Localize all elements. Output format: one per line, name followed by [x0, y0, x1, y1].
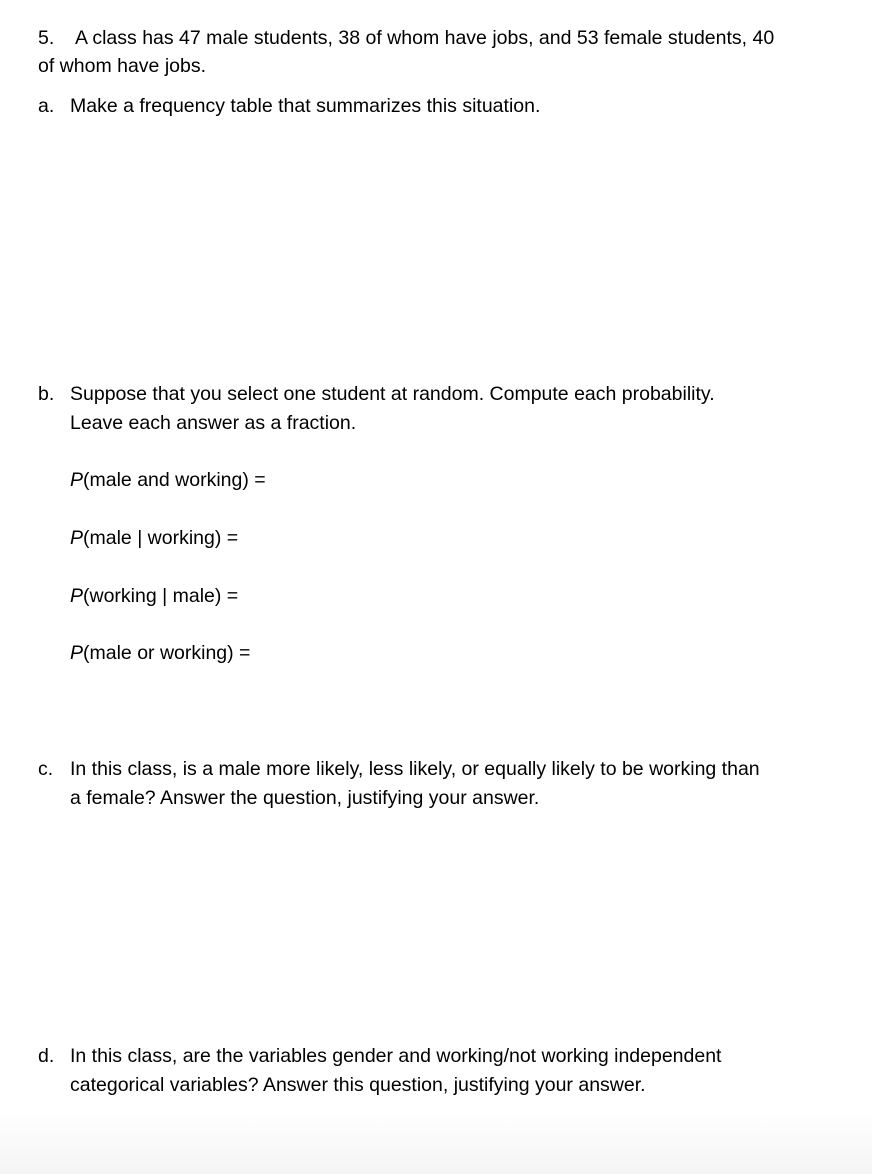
page-bottom-shade	[0, 1112, 872, 1174]
probability-expression: (working | male) =	[83, 585, 239, 607]
probability-symbol: P	[70, 469, 84, 491]
probability-symbol: P	[70, 527, 84, 549]
probability-symbol: P	[70, 585, 84, 607]
problem-stem-line2: of whom have jobs.	[38, 55, 207, 77]
probability-male-and-working	[70, 466, 266, 495]
part-c-line2: a female? Answer the question, justifying your answer.	[70, 787, 540, 809]
part-a-text: Make a frequency table that summarizes this situation.	[70, 95, 541, 117]
part-c-marker: c.	[38, 758, 54, 780]
probability-symbol: P	[70, 642, 84, 664]
probability-expression: (male or working) =	[83, 642, 251, 664]
probability-working-given-male	[70, 582, 238, 611]
probability-expression: (male and working) =	[83, 469, 266, 491]
part-b-marker: b.	[38, 383, 55, 405]
part-b-line1: Suppose that you select one student at random. Compute each probability.	[70, 383, 715, 405]
probability-expression: (male | working) =	[83, 527, 239, 549]
part-c-line1: In this class, is a male more likely, less likely, or equally likely to be working than	[70, 758, 760, 780]
part-d-line1: In this class, are the variables gender and working/not working independent	[70, 1045, 722, 1067]
problem-stem-line1: A class has 47 male students, 38 of whom have jobs, and 53 female students, 40	[75, 27, 775, 49]
part-a-marker: a.	[38, 95, 55, 117]
probability-male-given-working	[70, 524, 238, 553]
part-b-line2: Leave each answer as a fraction.	[70, 412, 357, 434]
problem-number: 5.	[38, 27, 55, 49]
probability-male-or-working	[70, 639, 250, 668]
part-d-marker: d.	[38, 1045, 55, 1067]
part-d-line2: categorical variables? Answer this question, justifying your answer.	[70, 1074, 646, 1096]
